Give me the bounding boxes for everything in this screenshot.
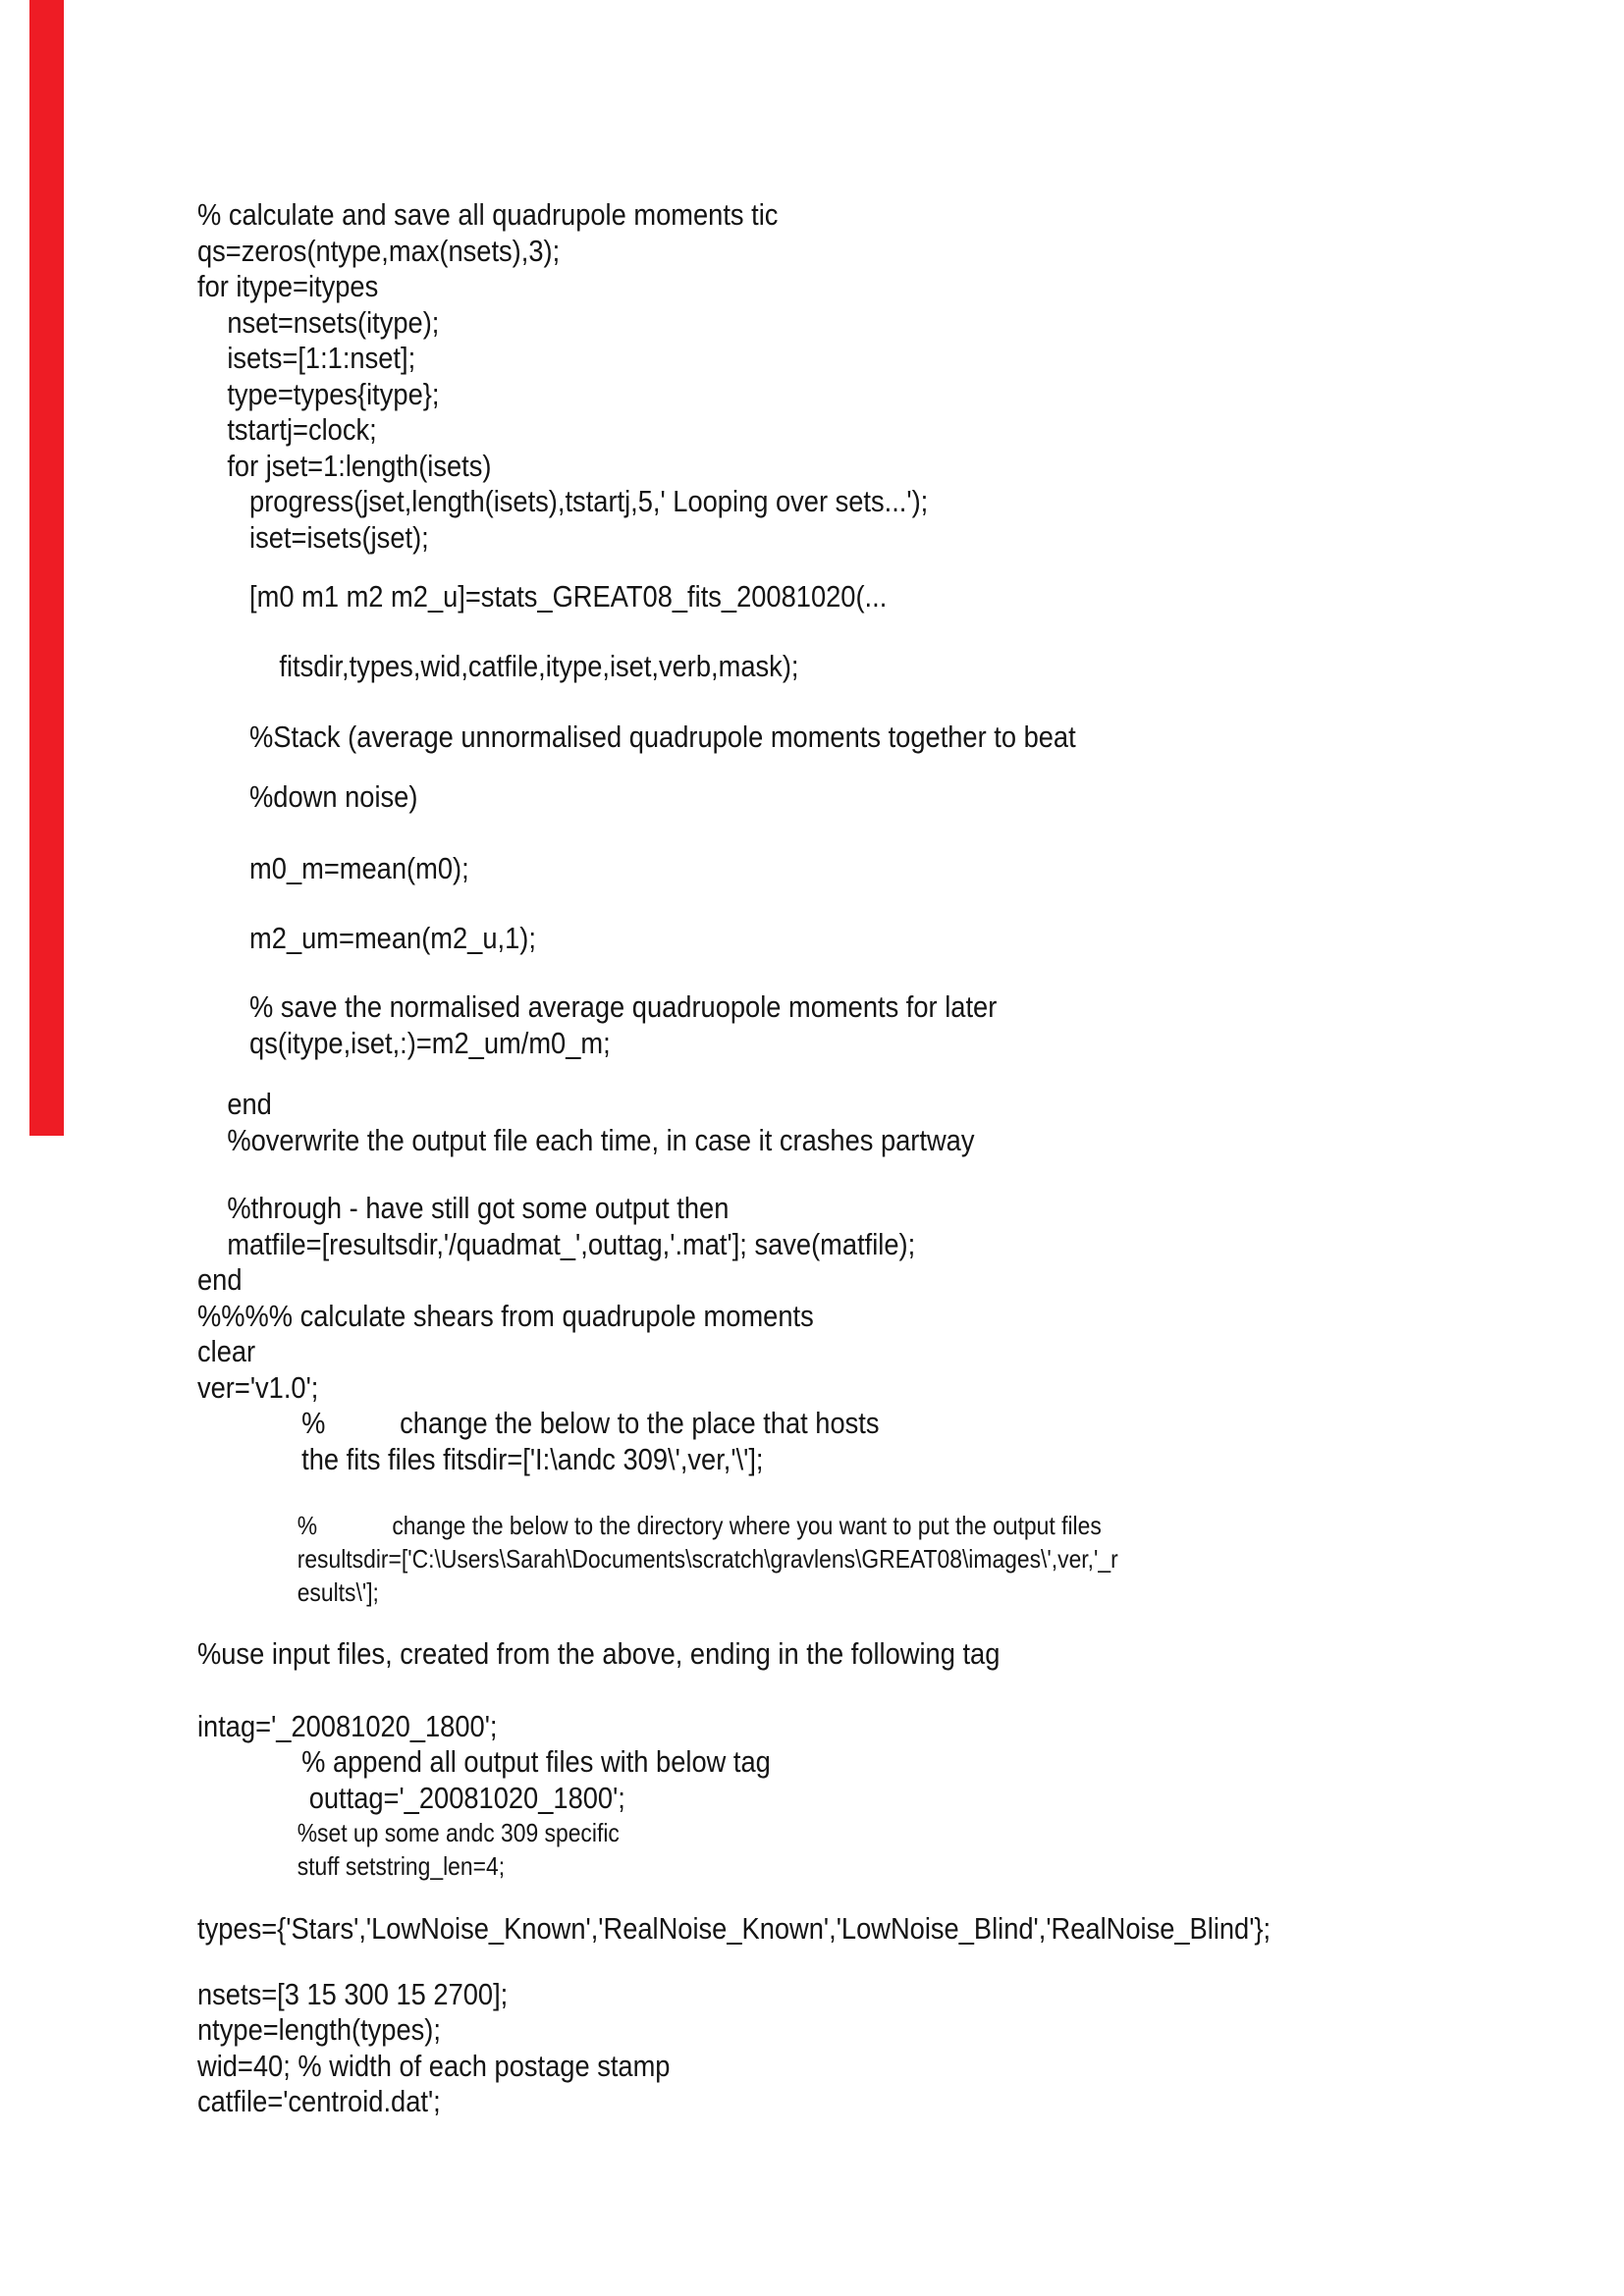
code-line: the fits files fitsdir=['I:\andc 309\',ver,'\']; [197, 1441, 764, 1476]
code-line: ntype=length(types); [197, 2012, 441, 2047]
code-line: for itype=itypes [197, 269, 379, 303]
code-line: end [197, 1087, 272, 1121]
code-line: types={'Stars','LowNoise_Known','RealNoise_Known','LowNoise_Blind','RealNoise_Blind'}; [197, 1911, 1272, 1946]
code-line: qs(itype,iset,:)=m2_um/m0_m; [197, 1025, 611, 1060]
code-line: % calculate and save all quadrupole moments tic [197, 197, 779, 232]
code-line: isets=[1:1:nset]; [197, 341, 416, 375]
code-line: nset=nsets(itype); [197, 304, 440, 340]
code-line: qs=zeros(ntype,max(nsets),3); [197, 233, 561, 268]
code-line: for jset=1:length(isets) [197, 448, 492, 483]
code-line: % save the normalised average quadruopole moments for later [197, 989, 998, 1024]
code-line: catfile='centroid.dat'; [197, 2084, 441, 2118]
code-line: %%%% calculate shears from quadrupole moments [197, 1298, 814, 1333]
code-line: matfile=[resultsdir,'/quadmat_',outtag,'.mat']; save(matfile); [197, 1226, 916, 1261]
code-line: clear [197, 1334, 256, 1368]
code-line: % change the below to the directory where you want to put the output files [197, 1511, 1102, 1540]
code-line: resultsdir=['C:\Users\Sarah\Documents\scratch\gravlens\GREAT08\images\',ver,'_r [197, 1544, 1118, 1574]
code-line: type=types{itype}; [197, 376, 440, 411]
code-line: ver='v1.0'; [197, 1369, 319, 1405]
code-line: iset=isets(jset); [197, 519, 429, 555]
code-line: %set up some andc 309 specific [197, 1818, 620, 1847]
code-line: % change the below to the place that hosts [197, 1406, 880, 1440]
code-line: esults\']; [197, 1577, 379, 1607]
code-block [197, 197, 1572, 2120]
code-line: m2_um=mean(m2_u,1); [197, 920, 536, 955]
code-line: %through - have still got some output then [197, 1191, 730, 1225]
code-line: nsets=[3 15 300 15 2700]; [197, 1976, 509, 2011]
code-line: tstartj=clock; [197, 412, 377, 447]
code-line: fitsdir,types,wid,catfile,itype,iset,verb,mask); [197, 648, 799, 683]
code-line: %Stack (average unnormalised quadrupole moments together to beat [197, 720, 1076, 754]
code-line: m0_m=mean(m0); [197, 851, 469, 885]
code-line: %overwrite the output file each time, in case it crashes partway [197, 1122, 975, 1157]
code-line: wid=40; % width of each postage stamp [197, 2048, 671, 2083]
code-line: %use input files, created from the above, ending in the following tag [197, 1636, 1001, 1671]
revision-bar [29, 0, 64, 1136]
code-line: %down noise) [197, 778, 418, 814]
code-line: % append all output files with below tag [197, 1744, 771, 1779]
code-line: stuff setstring_len=4; [197, 1851, 506, 1881]
code-line: end [197, 1262, 243, 1297]
code-line: [m0 m1 m2 m2_u]=stats_GREAT08_fits_20081020(... [197, 579, 888, 614]
code-line: progress(jset,length(isets),tstartj,5,' Looping over sets...'); [197, 484, 929, 518]
code-line: outtag='_20081020_1800'; [197, 1780, 625, 1815]
code-line: intag='_20081020_1800'; [197, 1708, 498, 1743]
